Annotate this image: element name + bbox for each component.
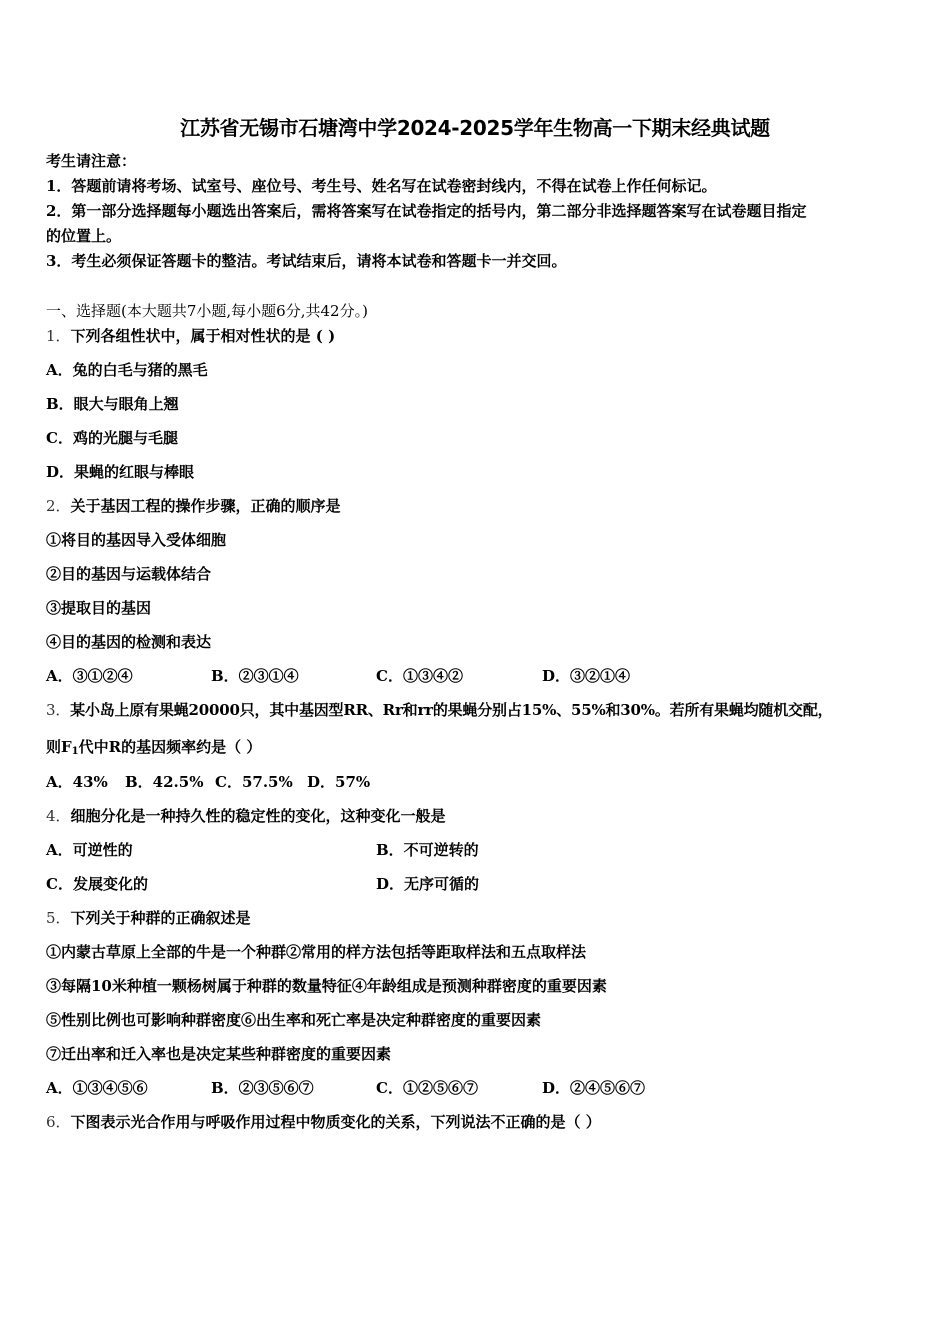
option-d: D．57% bbox=[307, 773, 371, 791]
statement-line-1: ①内蒙古草原上全部的牛是一个种群②常用的样方法包括等距取样法和五点取样法 bbox=[46, 943, 587, 961]
stem-text: 代中R的基因频率约是（ ） bbox=[78, 738, 262, 756]
subscript: 1 bbox=[71, 746, 79, 757]
option-c: C．57.5% bbox=[215, 773, 293, 791]
question-1 bbox=[46, 326, 335, 346]
page-title: 江苏省无锡市石塘湾中学2024-2025学年生物高一下期末经典试题 bbox=[180, 116, 770, 140]
step-1: ①将目的基因导入受体细胞 bbox=[46, 531, 227, 549]
question-4 bbox=[46, 806, 446, 826]
option-c: C．①②⑤⑥⑦ bbox=[376, 1079, 478, 1097]
option-b: B．42.5% bbox=[125, 773, 204, 791]
question-5 bbox=[46, 908, 251, 928]
step-2: ②目的基因与运载体结合 bbox=[46, 565, 212, 583]
option-a: A．可逆性的 bbox=[46, 841, 133, 859]
notice-heading: 考生请注意： bbox=[46, 152, 137, 170]
option-a: A．①③④⑤⑥ bbox=[46, 1079, 148, 1097]
statement-line-3: ⑤性别比例也可影响种群密度⑥出生率和死亡率是决定种群密度的重要因素 bbox=[46, 1011, 542, 1029]
option-b: B．②③①④ bbox=[211, 667, 299, 685]
option-c: C．发展变化的 bbox=[46, 875, 148, 893]
step-4: ④目的基因的检测和表达 bbox=[46, 633, 212, 651]
notice-item-1: 1．答题前请将考场、试室号、座位号、考生号、姓名写在试卷密封线内，不得在试卷上作任何标记。 bbox=[46, 177, 717, 195]
question-stem: 细胞分化是一种持久性的稳定性的变化，这种变化一般是 bbox=[70, 807, 446, 825]
question-number: 5． bbox=[46, 909, 71, 927]
notice-item-2-cont: 的位置上。 bbox=[46, 227, 122, 245]
notice-item-3: 3．考生必须保证答题卡的整洁。考试结束后，请将本试卷和答题卡一并交回。 bbox=[46, 252, 567, 270]
option-c: C．①③④② bbox=[376, 667, 463, 685]
question-3-stem-cont bbox=[46, 737, 261, 762]
question-number: 6． bbox=[46, 1113, 71, 1131]
option-d: D．果蝇的红眼与棒眼 bbox=[46, 463, 195, 481]
option-b: B．不可逆转的 bbox=[376, 841, 479, 859]
stem-text: 则F bbox=[46, 738, 72, 756]
option-b: B．眼大与眼角上翘 bbox=[46, 395, 179, 413]
option-d: D．③②①④ bbox=[542, 667, 631, 685]
question-stem: 下列关于种群的正确叙述是 bbox=[70, 909, 251, 927]
question-number: 2． bbox=[46, 497, 71, 515]
option-d: D．无序可循的 bbox=[376, 875, 480, 893]
option-a: A．兔的白毛与猪的黑毛 bbox=[46, 361, 208, 379]
question-number: 3． bbox=[46, 701, 71, 719]
question-stem: 下图表示光合作用与呼吸作用过程中物质变化的关系，下列说法不正确的是（ ） bbox=[70, 1113, 601, 1131]
option-d: D．②④⑤⑥⑦ bbox=[542, 1079, 646, 1097]
question-number: 1． bbox=[46, 327, 71, 345]
question-stem: 下列各组性状中，属于相对性状的是 ( ) bbox=[70, 327, 336, 345]
option-a: A．43% bbox=[46, 773, 108, 791]
question-stem: 关于基因工程的操作步骤，正确的顺序是 bbox=[70, 497, 341, 515]
question-number: 4． bbox=[46, 807, 71, 825]
question-6 bbox=[46, 1112, 601, 1132]
statement-line-2: ③每隔10米种植一颗杨树属于种群的数量特征④年龄组成是预测种群密度的重要因素 bbox=[46, 977, 607, 995]
step-3: ③提取目的基因 bbox=[46, 599, 152, 617]
option-a: A．③①②④ bbox=[46, 667, 133, 685]
statement-line-4: ⑦迁出率和迁入率也是决定某些种群密度的重要因素 bbox=[46, 1045, 392, 1063]
notice-item-2: 2．第一部分选择题每小题选出答案后，需将答案写在试卷指定的括号内，第二部分非选择题答案写在试卷题目指定 bbox=[46, 202, 807, 220]
option-c: C．鸡的光腿与毛腿 bbox=[46, 429, 178, 447]
option-b: B．②③⑤⑥⑦ bbox=[211, 1079, 314, 1097]
question-3 bbox=[46, 700, 832, 720]
question-stem: 某小岛上原有果蝇20000只，其中基因型RR、Rr和rr的果蝇分别占15%、55%和30%。若所有果蝇均随机交配， bbox=[70, 701, 833, 719]
question-2 bbox=[46, 496, 341, 516]
section-heading: 一、选择题(本大题共7小题,每小题6分,共42分。) bbox=[46, 302, 368, 320]
